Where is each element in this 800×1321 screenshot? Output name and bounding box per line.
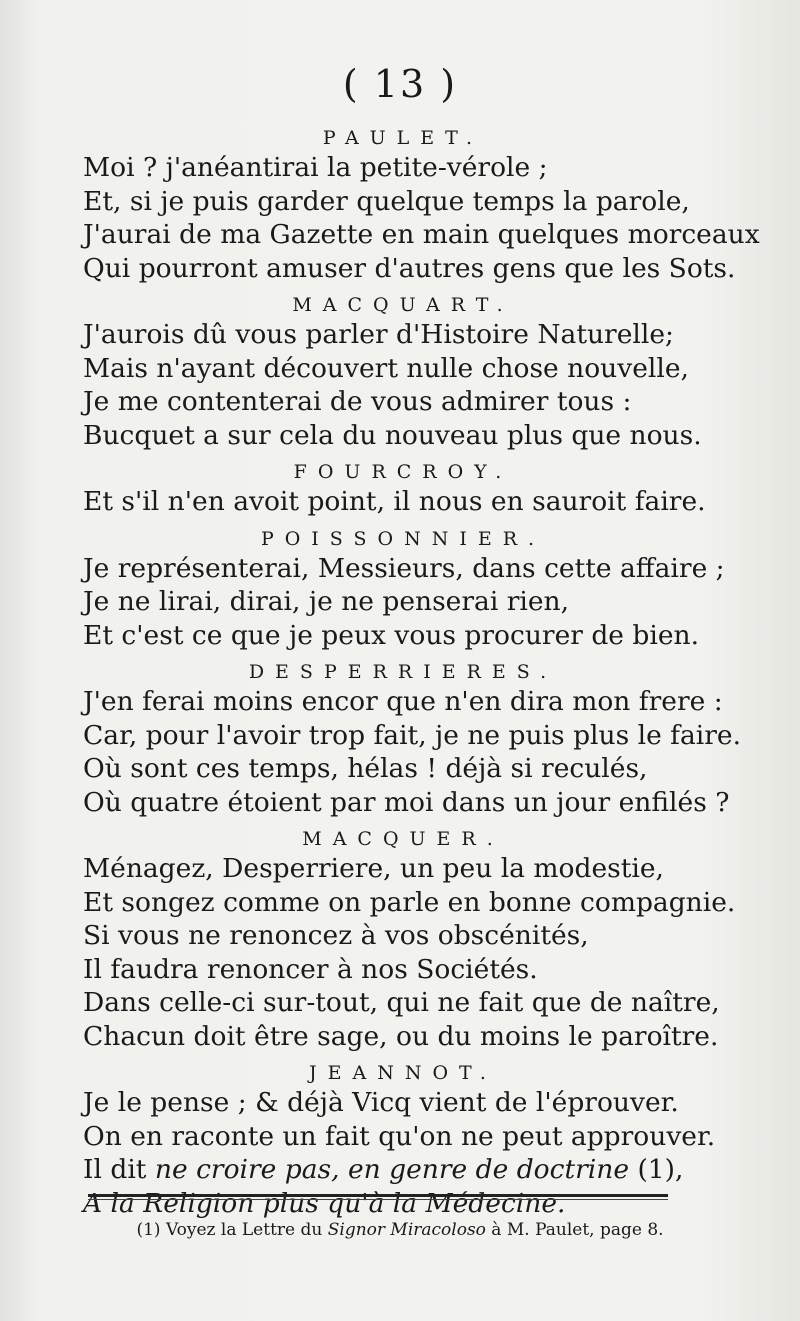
speaker-heading: POISSONNIER. [260,527,546,550]
verse-line: Et songez comme on parle en bonne compagnie. [83,886,736,918]
speaker-heading: JEANNOT. [309,1062,497,1084]
verse-line: Ménagez, Desperriere, un peu la modestie, [83,853,664,884]
verse-line: Car, pour l'avoir trop fait, je ne puis plus le faire. [83,719,742,751]
verse-line: Il faudra renoncer à nos Sociétés. [83,953,538,985]
verse-line-with-italic [83,1153,723,1187]
footnote-suffix: à M. Paulet, page 8. [485,1220,664,1240]
footnote [0,1220,800,1240]
verse-line: Et c'est ce que je peux vous procurer de bien. [83,619,700,651]
verse-line: Qui pourront amuser d'autres gens que les Sots. [83,252,736,284]
verse-line: Bucquet a sur cela du nouveau plus que nous. [83,419,702,451]
plain-text: Il dit [83,1154,155,1185]
verse-text [83,118,760,1220]
verse-line: On en raconte un fait qu'on ne peut approuver. [83,1120,716,1152]
verse-line: J'aurois dû vous parler d'Histoire Naturelle; [83,319,674,350]
verse-line: J'en ferai moins encor que n'en dira mon frere : [83,686,723,717]
verse-line: Je ne lirai, dirai, je ne penserai rien, [83,586,570,617]
footnote-marker: (1), [629,1154,684,1185]
verse-line: Et, si je puis garder quelque temps la parole, [83,185,690,217]
verse-line: Et s'il n'en avoit point, il nous en sauroit faire. [83,486,706,517]
verse-line: Si vous ne renoncez à vos obscénités, [83,920,589,951]
verse-line: Moi ? j'anéantirai la petite-vérole ; [83,152,548,183]
verse-line: Je me contenterai de vous admirer tous : [83,386,632,417]
verse-line: Dans celle-ci sur-tout, qui ne fait que de naître, [83,987,720,1018]
speaker-heading: MACQUART. [292,294,514,316]
speaker-heading: PAULET. [322,127,484,149]
page-number: ( 13 ) [342,62,458,106]
speaker-heading: DESPERRIERES. [248,661,558,683]
footnote-rule [88,1194,668,1197]
speaker-heading: FOURCROY. [293,461,513,483]
verse-line: J'aurai de ma Gazette en main quelques morceaux [83,219,760,250]
footnote-italic: Signor Miracoloso [327,1220,486,1240]
verse-line: Je représenterai, Messieurs, dans cette affaire ; [83,552,725,584]
speaker-heading: MACQUER. [302,828,504,850]
italic-text: ne croire pas, en genre de doctrine [154,1154,630,1185]
verse-line: Mais n'ayant découvert nulle chose nouvelle, [83,352,689,384]
verse-line: Où sont ces temps, hélas ! déjà si reculés, [83,753,648,784]
verse-line: Chacun doit être sage, ou du moins le paroître. [83,1020,719,1052]
verse-line-italic: A la Religion plus qu'à la Médecine. [83,1187,566,1219]
footnote-rule-thin [88,1199,668,1200]
footnote-prefix: (1) Voyez la Lettre du [136,1220,328,1240]
verse-line: Où quatre étoient par moi dans un jour enfilés ? [83,786,730,818]
verse-line: Je le pense ; & déjà Vicq vient de l'éprouver. [83,1087,679,1118]
